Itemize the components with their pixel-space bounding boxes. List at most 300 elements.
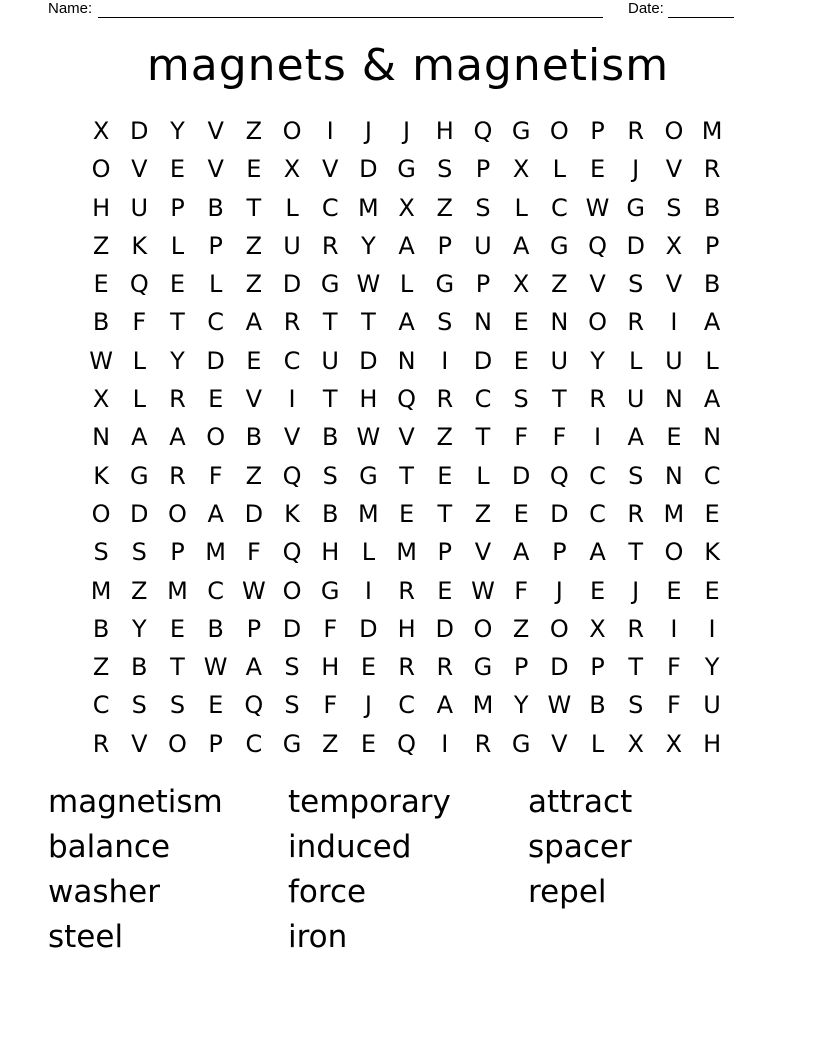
grid-letter: E [246, 346, 262, 375]
grid-letter: B [131, 653, 148, 682]
grid-letter: F [667, 691, 681, 720]
grid-letter: S [169, 691, 186, 720]
grid-letter: E [437, 576, 453, 605]
date-field[interactable] [628, 0, 734, 18]
grid-letter: Q [397, 729, 417, 758]
grid-letter: R [474, 729, 492, 758]
grid-letter: T [475, 423, 491, 452]
grid-letter: F [246, 538, 261, 567]
grid-letter: Z [551, 270, 568, 299]
grid-letter: H [397, 614, 416, 643]
grid-letter: R [436, 653, 454, 682]
grid-letter: S [628, 461, 644, 490]
grid-letter: A [436, 691, 453, 720]
grid-letter: W [356, 270, 381, 299]
grid-letter: Z [92, 653, 110, 682]
grid-letter: K [131, 231, 148, 260]
grid-letter: R [169, 385, 186, 414]
grid-letter: L [285, 193, 299, 222]
grid-row [82, 648, 732, 686]
grid-letter: A [207, 499, 224, 528]
grid-letter: O [91, 155, 111, 184]
grid-letter: E [437, 461, 453, 490]
grid-letter: F [323, 614, 338, 643]
word-list-item: spacer [528, 829, 632, 865]
grid-letter: A [703, 385, 721, 414]
grid-letter: T [437, 499, 453, 528]
grid-letter: B [207, 193, 224, 222]
grid-letter: D [282, 270, 302, 299]
grid-letter: C [245, 729, 263, 758]
grid-letter: V [665, 270, 683, 299]
grid-letter: S [475, 193, 491, 222]
grid-letter: D [282, 614, 302, 643]
grid-letter: D [435, 614, 455, 643]
date-blank[interactable] [668, 3, 734, 18]
grid-row [82, 725, 732, 763]
grid-letter: P [513, 653, 529, 682]
grid-letter: E [589, 576, 606, 605]
grid-letter: P [246, 614, 262, 643]
grid-letter: U [283, 231, 301, 260]
grid-letter: V [398, 423, 415, 452]
grid-letter: M [396, 538, 417, 567]
grid-letter: L [476, 461, 490, 490]
grid-letter: L [399, 270, 414, 299]
grid-letter: X [283, 155, 301, 184]
grid-letter: O [91, 499, 111, 528]
grid-letter: A [398, 308, 415, 337]
grid-letter: G [320, 576, 340, 605]
grid-letter: Z [512, 614, 530, 643]
grid-letter: A [131, 423, 148, 452]
grid-letter: D [130, 499, 149, 528]
grid-letter: A [512, 538, 530, 567]
grid-letter: U [550, 346, 569, 375]
grid-letter: T [170, 653, 185, 682]
grid-letter: J [403, 117, 411, 145]
grid-letter: G [320, 270, 340, 299]
grid-letter: Z [245, 231, 263, 260]
grid-letter: T [399, 461, 414, 490]
word-list-item: magnetism [48, 784, 223, 820]
grid-letter: S [628, 270, 644, 299]
grid-letter: S [437, 308, 453, 337]
grid-letter: F [208, 461, 223, 490]
grid-letter: C [703, 461, 721, 490]
grid-letter: C [398, 691, 415, 720]
grid-letter: K [93, 461, 109, 490]
grid-letter: Z [321, 729, 339, 758]
grid-letter: T [322, 385, 338, 414]
grid-letter: X [512, 270, 530, 299]
grid-letter: I [441, 729, 449, 758]
grid-letter: S [513, 385, 529, 414]
grid-letter: M [167, 576, 188, 605]
grid-letter: F [323, 691, 338, 720]
name-label: Name: [48, 0, 93, 17]
grid-letter: W [585, 193, 610, 222]
grid-letter: J [632, 576, 640, 605]
grid-letter: O [168, 729, 187, 758]
grid-letter: Z [92, 231, 110, 260]
grid-letter: E [246, 155, 262, 184]
grid-letter: J [555, 576, 563, 605]
grid-letter: Z [474, 499, 492, 528]
grid-letter: H [321, 653, 340, 682]
grid-letter: Y [170, 346, 185, 375]
grid-letter: A [398, 231, 415, 260]
grid-letter: M [358, 193, 379, 222]
grid-letter: Q [549, 461, 569, 490]
grid-letter: X [627, 729, 644, 758]
grid-letter: D [359, 614, 378, 643]
grid-letter: X [665, 231, 683, 260]
grid-letter: U [321, 346, 339, 375]
grid-letter: T [361, 308, 376, 337]
grid-letter: A [627, 423, 644, 452]
grid-letter: Y [513, 691, 529, 720]
grid-letter: O [664, 117, 684, 145]
grid-letter: C [550, 193, 568, 222]
grid-letter: I [670, 614, 678, 643]
grid-letter: V [131, 729, 148, 758]
grid-letter: F [514, 423, 529, 452]
grid-letter: Z [245, 117, 263, 145]
grid-letter: M [701, 117, 723, 145]
grid-letter: E [169, 270, 186, 299]
grid-letter: S [437, 155, 453, 184]
grid-letter: I [708, 614, 716, 643]
grid-letter: S [628, 691, 644, 720]
grid-letter: S [131, 538, 147, 567]
grid-letter: J [364, 691, 372, 720]
grid-letter: Q [282, 538, 302, 567]
grid-letter: C [283, 346, 301, 375]
grid-letter: I [364, 576, 372, 605]
grid-letter: Q [397, 385, 417, 414]
grid-letter: Z [436, 193, 453, 222]
word-list [48, 780, 768, 960]
grid-letter: O [473, 614, 493, 643]
grid-letter: P [208, 729, 223, 758]
grid-letter: W [547, 691, 572, 720]
grid-letter: D [206, 346, 225, 375]
grid-letter: T [628, 653, 644, 682]
grid-letter: R [627, 308, 645, 337]
grid-letter: L [629, 346, 643, 375]
grid-letter: G [282, 729, 302, 758]
grid-letter: I [670, 308, 678, 337]
grid-letter: O [206, 423, 226, 452]
grid-letter: E [666, 423, 682, 452]
grid-letter: O [664, 538, 684, 567]
grid-letter: Q [473, 117, 493, 145]
grid-letter: V [207, 155, 224, 184]
grid-letter: A [589, 538, 606, 567]
grid-letter: P [590, 117, 605, 145]
grid-letter: D [244, 499, 264, 528]
grid-letter: N [473, 308, 492, 337]
grid-letter: G [626, 193, 646, 222]
grid-letter: Z [245, 270, 263, 299]
grid-letter: L [514, 193, 528, 222]
grid-row [82, 533, 732, 571]
grid-letter: O [282, 576, 302, 605]
grid-letter: F [552, 423, 567, 452]
grid-letter: W [89, 346, 113, 375]
grid-letter: N [664, 461, 683, 490]
word-list-item: force [288, 874, 367, 910]
grid-letter: D [550, 499, 569, 528]
grid-letter: G [435, 270, 455, 299]
grid-letter: S [284, 653, 300, 682]
grid-letter: X [512, 155, 530, 184]
grid-letter: V [589, 270, 606, 299]
grid-letter: V [474, 538, 492, 567]
grid-letter: X [665, 729, 683, 758]
grid-letter: K [284, 499, 300, 528]
grid-letter: U [703, 691, 721, 720]
grid-letter: E [169, 155, 186, 184]
grid-letter: H [321, 538, 340, 567]
grid-letter: T [322, 308, 338, 337]
grid-letter: O [588, 308, 607, 337]
grid-letter: B [207, 614, 224, 643]
grid-letter: V [283, 423, 301, 452]
grid-letter: J [632, 155, 640, 184]
grid-letter: E [169, 614, 186, 643]
grid-letter: A [245, 653, 263, 682]
grid-letter: P [437, 231, 453, 260]
grid-letter: Y [704, 653, 720, 682]
grid-letter: B [703, 270, 721, 299]
grid-letter: I [288, 385, 296, 414]
grid-letter: A [512, 231, 530, 260]
grid-letter: N [397, 346, 416, 375]
grid-letter: I [326, 117, 334, 145]
grid-letter: T [170, 308, 185, 337]
grid-letter: R [436, 385, 454, 414]
grid-letter: F [667, 653, 681, 682]
grid-letter: D [359, 346, 378, 375]
grid-letter: Q [129, 270, 149, 299]
grid-row [82, 112, 732, 150]
grid-letter: L [132, 385, 146, 414]
grid-letter: G [511, 117, 531, 145]
grid-letter: V [207, 117, 224, 145]
grid-letter: A [245, 308, 263, 337]
grid-letter: A [703, 308, 721, 337]
grid-letter: P [170, 193, 185, 222]
name-field[interactable] [48, 0, 603, 18]
grid-letter: X [92, 117, 110, 145]
grid-letter: R [398, 653, 415, 682]
letter-grid [82, 112, 732, 763]
grid-letter: U [130, 193, 149, 222]
grid-letter: R [398, 576, 415, 605]
grid-letter: L [170, 231, 185, 260]
grid-letter: C [207, 576, 225, 605]
grid-letter: S [93, 538, 109, 567]
grid-letter: D [473, 346, 493, 375]
grid-letter: P [475, 155, 491, 184]
grid-letter: P [590, 653, 605, 682]
grid-letter: E [704, 499, 720, 528]
grid-letter: W [203, 653, 228, 682]
grid-letter: G [550, 231, 569, 260]
grid-row [82, 572, 732, 610]
grid-letter: G [129, 461, 149, 490]
grid-letter: G [511, 729, 531, 758]
grid-letter: D [359, 155, 378, 184]
grid-letter: R [92, 729, 110, 758]
grid-letter: C [321, 193, 339, 222]
grid-letter: E [399, 499, 415, 528]
grid-row [82, 265, 732, 303]
grid-letter: R [321, 231, 339, 260]
grid-letter: W [471, 576, 495, 605]
grid-letter: P [704, 231, 720, 260]
grid-letter: Q [244, 691, 264, 720]
grid-letter: Z [131, 576, 148, 605]
grid-letter: Q [282, 461, 302, 490]
grid-letter: E [666, 576, 682, 605]
grid-letter: B [589, 691, 606, 720]
grid-letter: S [322, 461, 338, 490]
grid-letter: S [131, 691, 147, 720]
grid-letter: B [703, 193, 721, 222]
name-blank[interactable] [98, 3, 603, 18]
grid-letter: N [550, 308, 569, 337]
grid-letter: R [703, 155, 721, 184]
grid-letter: V [245, 385, 263, 414]
grid-letter: T [552, 385, 567, 414]
word-list-item: washer [48, 874, 160, 910]
grid-letter: D [626, 231, 645, 260]
grid-letter: U [626, 385, 645, 414]
grid-letter: C [589, 499, 606, 528]
grid-letter: M [358, 499, 379, 528]
grid-row [82, 457, 732, 495]
grid-letter: C [92, 691, 110, 720]
word-list-item: steel [48, 919, 124, 955]
grid-letter: O [168, 499, 187, 528]
grid-letter: B [321, 499, 339, 528]
grid-letter: U [665, 346, 683, 375]
grid-letter: U [474, 231, 492, 260]
grid-letter: N [703, 423, 722, 452]
grid-letter: V [665, 155, 683, 184]
grid-letter: E [513, 346, 529, 375]
grid-letter: P [170, 538, 185, 567]
grid-letter: N [92, 423, 111, 452]
word-list-item: iron [288, 919, 348, 955]
word-list-item: balance [48, 829, 171, 865]
grid-letter: I [441, 346, 449, 375]
grid-row [82, 150, 732, 188]
grid-letter: M [472, 691, 494, 720]
grid-letter: S [666, 193, 682, 222]
grid-letter: P [437, 538, 453, 567]
grid-letter: E [360, 729, 376, 758]
grid-letter: O [282, 117, 302, 145]
grid-row [82, 495, 732, 533]
grid-letter: H [359, 385, 378, 414]
grid-letter: V [551, 729, 568, 758]
grid-letter: R [283, 308, 301, 337]
grid-letter: R [627, 614, 645, 643]
grid-letter: H [92, 193, 111, 222]
grid-letter: Y [131, 614, 147, 643]
date-label: Date: [628, 0, 664, 17]
grid-letter: W [241, 576, 266, 605]
grid-letter: Y [170, 117, 185, 145]
grid-letter: K [704, 538, 720, 567]
grid-letter: L [590, 729, 605, 758]
grid-letter: O [549, 117, 569, 145]
grid-letter: P [475, 270, 491, 299]
grid-letter: T [628, 538, 644, 567]
word-list-item: attract [528, 784, 633, 820]
grid-letter: L [132, 346, 146, 375]
grid-letter: V [131, 155, 148, 184]
grid-letter: G [397, 155, 416, 184]
grid-letter: R [627, 499, 645, 528]
grid-letter: E [208, 691, 224, 720]
grid-letter: O [549, 614, 569, 643]
grid-letter: B [92, 614, 110, 643]
grid-letter: E [360, 653, 376, 682]
grid-row [82, 380, 732, 418]
grid-letter: H [703, 729, 722, 758]
grid-letter: L [361, 538, 376, 567]
grid-letter: G [359, 461, 378, 490]
grid-row [82, 227, 732, 265]
grid-letter: V [322, 155, 339, 184]
grid-letter: I [593, 423, 602, 452]
grid-row [82, 686, 732, 724]
grid-letter: L [208, 270, 223, 299]
word-list-item: induced [288, 829, 412, 865]
header [48, 0, 748, 20]
grid-letter: E [513, 499, 529, 528]
grid-letter: D [550, 653, 569, 682]
grid-letter: X [398, 193, 415, 222]
grid-letter: R [627, 117, 645, 145]
page-title: magnets & magnetism [146, 40, 670, 91]
grid-row [82, 418, 732, 456]
grid-letter: H [435, 117, 454, 145]
grid-letter: W [356, 423, 381, 452]
grid-letter: G [473, 653, 493, 682]
grid-letter: B [92, 308, 110, 337]
grid-letter: E [704, 576, 720, 605]
grid-letter: L [705, 346, 719, 375]
grid-letter: E [513, 308, 529, 337]
grid-row [82, 189, 732, 227]
grid-letter: X [92, 385, 110, 414]
grid-letter: F [514, 576, 529, 605]
grid-row [82, 342, 732, 380]
grid-letter: A [169, 423, 186, 452]
grid-letter: Y [361, 231, 376, 260]
grid-letter: R [169, 461, 186, 490]
grid-letter: Z [245, 461, 263, 490]
grid-letter: Z [436, 423, 453, 452]
grid-letter: P [208, 231, 223, 260]
grid-letter: X [589, 614, 606, 643]
